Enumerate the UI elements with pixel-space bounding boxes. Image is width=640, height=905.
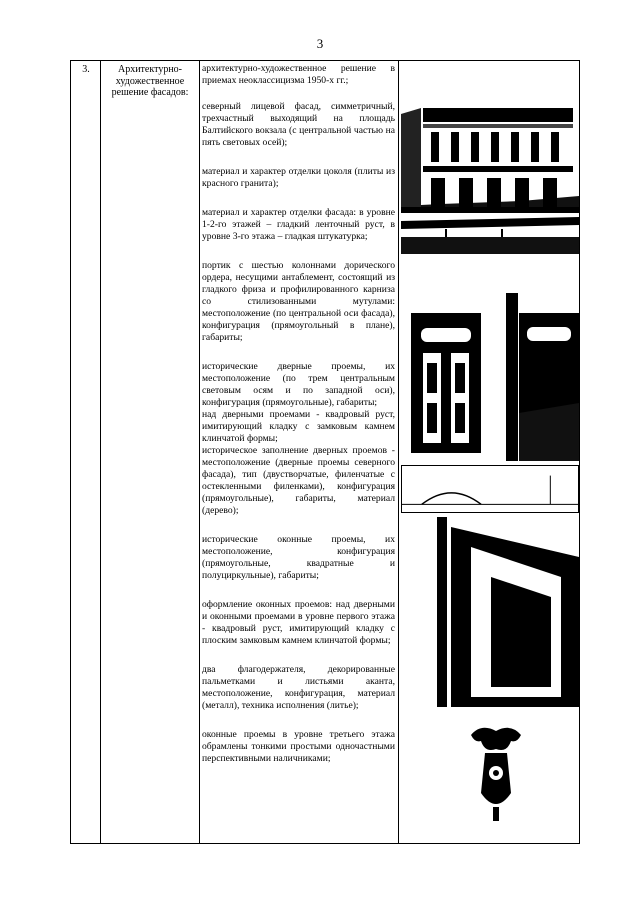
keystone-detail-photo	[401, 465, 579, 513]
description-item: два флагодержателя, декорированные пальметками и листьями аканта, местоположение, конфигурация, материал (металл), техника исполнения (литье);	[202, 664, 395, 711]
description-item: исторические оконные проемы, их местоположение, конфигурация (прямоугольные, квадратные и полуциркульные), габариты;	[202, 534, 395, 581]
description-item: историческое заполнение дверных проемов - местоположение (дверные проемы северного фасада), тип (двустворчатые, филенчатые с остекленными филенками), конфигурация (прямоугольные), габариты, материал (дерево);	[202, 445, 395, 516]
description-item: исторические дверные проемы, их местоположение (по трем центральным световым осям и по западной оси), конфигурация (прямоугольные), габариты;	[202, 361, 395, 408]
row-number: 3.	[82, 64, 90, 75]
column-divider	[199, 61, 200, 843]
column-divider	[100, 61, 101, 843]
column-divider	[398, 61, 399, 843]
description-column	[202, 63, 395, 765]
description-item: материал и характер отделки фасада: в уровне 1-2-го этажей – гладкий ленточный руст, в уровне 3-го этажа – гладкая штукатурка;	[202, 207, 395, 242]
description-item: северный лицевой фасад, симметричный, трехчастный выходящий на площадь Балтийского вокзала (с центральной частью на пять световых осей);	[202, 101, 395, 148]
flag-holder-photo	[461, 723, 531, 823]
heritage-table	[70, 60, 580, 844]
description-item: оконные проемы в уровне третьего этажа обрамлены тонкими простыми одночастными перспективными наличниками;	[202, 729, 395, 764]
description-item: портик с шестью колоннами дорического ордера, несущими антаблемент, состоящий из гладкого фриза и профилированного карниза со стилизованными мутулами: местоположение (по центральной оси фасада), конфигурация (прямоугольный в плане), габариты;	[202, 260, 395, 343]
description-item: архитектурно-художественное решение в приемах неоклассицизма 1950-х гг.;	[202, 63, 395, 86]
granite-plinth-photo	[401, 207, 579, 247]
window-recess-photo	[431, 517, 579, 707]
description-item: материал и характер отделки цоколя (плиты из красного гранита);	[202, 166, 395, 189]
description-item: оформление оконных проемов: над дверными и оконными проемами в уровне первого этажа - квадровый руст, имитирующий кладку с плоским замковым камнем клинчатой формы;	[202, 599, 395, 646]
description-item: над дверными проемами - квадровый руст, имитирующий кладку с замковым камнем клинчатой формы;	[202, 409, 395, 444]
row-title: Архитектурно-художественное решение фасадов:	[111, 64, 189, 98]
entrance-doors-photo	[401, 283, 579, 461]
page-number: 3	[316, 36, 324, 51]
